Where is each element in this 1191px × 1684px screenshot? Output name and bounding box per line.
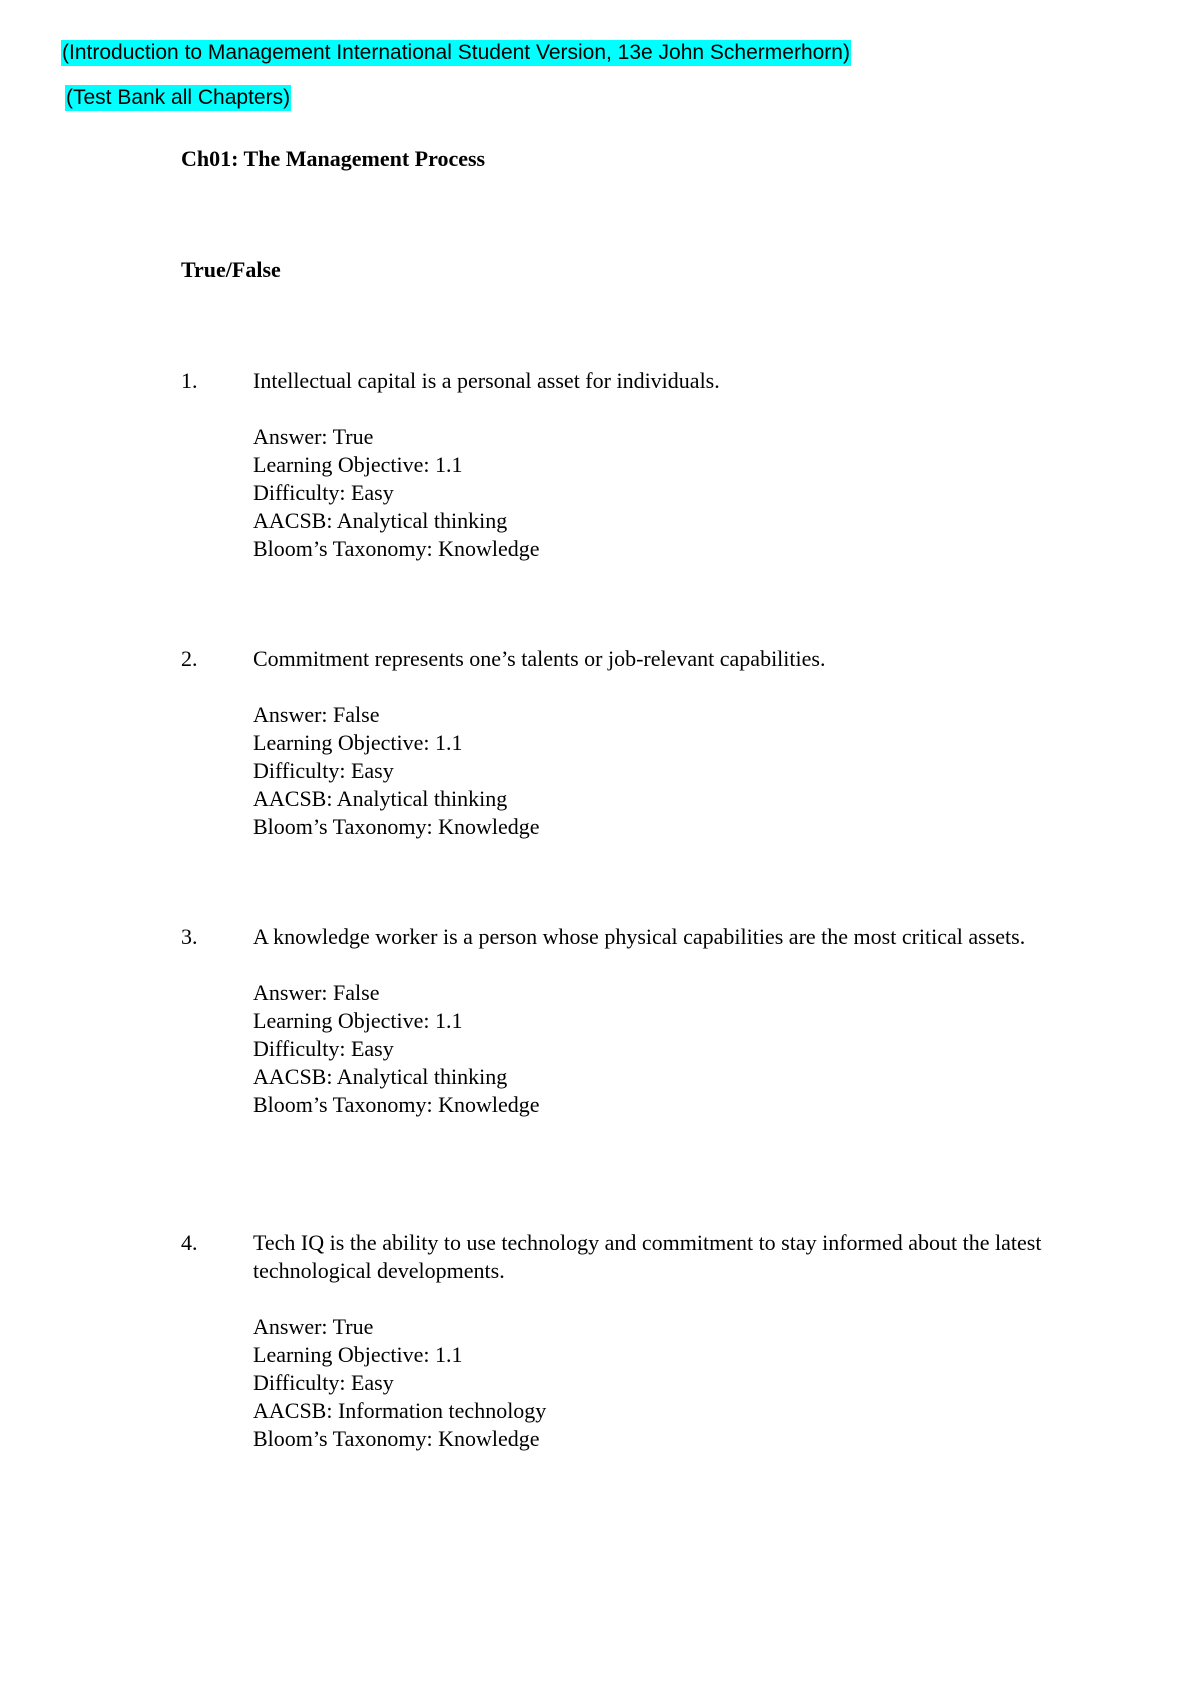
question-item bbox=[181, 1229, 1081, 1453]
answer-line: Answer: True bbox=[253, 1314, 374, 1339]
answer-line: Answer: False bbox=[253, 702, 380, 727]
bloom-taxonomy-line: Bloom’s Taxonomy: Knowledge bbox=[253, 814, 540, 839]
question-text: A knowledge worker is a person whose physical capabilities are the most critical assets. bbox=[253, 924, 1026, 949]
question-item bbox=[181, 367, 1081, 563]
question-number: 2. bbox=[181, 646, 198, 671]
question-body bbox=[253, 645, 1073, 841]
header-subtitle-highlight: (Test Bank all Chapters) bbox=[66, 86, 291, 109]
difficulty-line: Difficulty: Easy bbox=[253, 758, 394, 783]
question-body bbox=[253, 367, 1073, 563]
answer-line: Answer: False bbox=[253, 980, 380, 1005]
difficulty-line: Difficulty: Easy bbox=[253, 1370, 394, 1395]
question-body bbox=[253, 923, 1073, 1119]
question-body bbox=[253, 1229, 1073, 1453]
question-item bbox=[181, 923, 1081, 1119]
learning-objective-line: Learning Objective: 1.1 bbox=[253, 730, 463, 755]
question-metadata bbox=[253, 979, 1073, 1119]
question-number: 1. bbox=[181, 368, 198, 393]
question-item bbox=[181, 645, 1081, 841]
question-number: 4. bbox=[181, 1230, 198, 1255]
difficulty-line: Difficulty: Easy bbox=[253, 480, 394, 505]
question-text: Intellectual capital is a personal asset for individuals. bbox=[253, 368, 720, 393]
question-metadata bbox=[253, 1313, 1073, 1453]
question-text: Commitment represents one’s talents or job-relevant capabilities. bbox=[253, 646, 826, 671]
aacsb-line: AACSB: Information technology bbox=[253, 1398, 547, 1423]
aacsb-line: AACSB: Analytical thinking bbox=[253, 1064, 508, 1089]
section-title: True/False bbox=[181, 257, 281, 282]
aacsb-line: AACSB: Analytical thinking bbox=[253, 786, 508, 811]
question-text: Tech IQ is the ability to use technology and commitment to stay informed about the latest technological developments. bbox=[253, 1230, 1042, 1283]
answer-line: Answer: True bbox=[253, 424, 374, 449]
learning-objective-line: Learning Objective: 1.1 bbox=[253, 1008, 463, 1033]
learning-objective-line: Learning Objective: 1.1 bbox=[253, 1342, 463, 1367]
learning-objective-line: Learning Objective: 1.1 bbox=[253, 452, 463, 477]
question-metadata bbox=[253, 423, 1073, 563]
header-title-highlight: (Introduction to Management International Student Version, 13e John Schermerhorn) bbox=[62, 41, 850, 64]
question-number: 3. bbox=[181, 924, 198, 949]
question-metadata bbox=[253, 701, 1073, 841]
chapter-title: Ch01: The Management Process bbox=[181, 146, 486, 171]
difficulty-line: Difficulty: Easy bbox=[253, 1036, 394, 1061]
aacsb-line: AACSB: Analytical thinking bbox=[253, 508, 508, 533]
bloom-taxonomy-line: Bloom’s Taxonomy: Knowledge bbox=[253, 1092, 540, 1117]
bloom-taxonomy-line: Bloom’s Taxonomy: Knowledge bbox=[253, 536, 540, 561]
bloom-taxonomy-line: Bloom’s Taxonomy: Knowledge bbox=[253, 1426, 540, 1451]
